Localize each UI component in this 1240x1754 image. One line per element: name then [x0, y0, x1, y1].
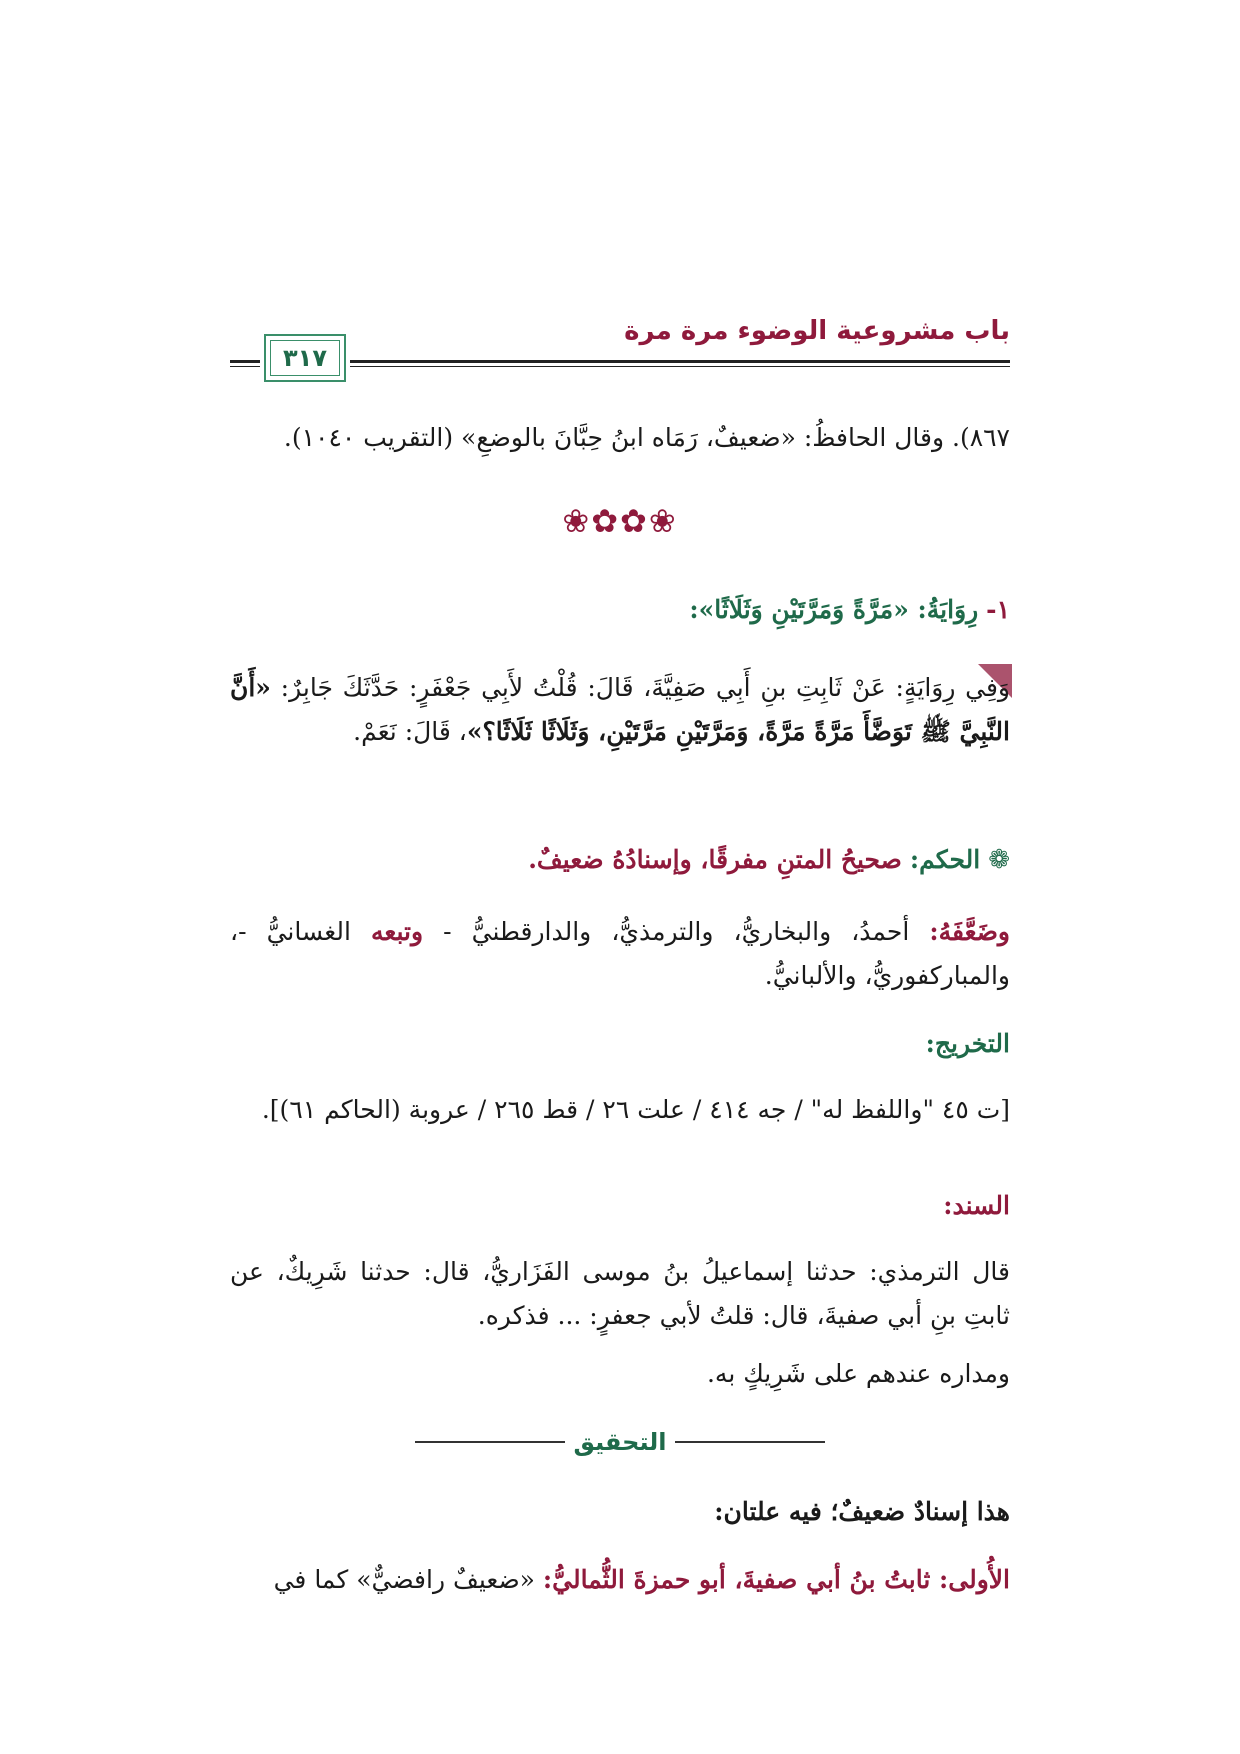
hadith-quote: «أَنَّ النَّبِيَّ ﷺ تَوَضَّأَ مَرَّةً مَرَّةً، وَمَرَّتَيْنِ مَرَّتَيْنِ، وَثَلَاثًا ثَلَاثًا؟»: [230, 673, 1010, 746]
continued-text: ٨٦٧). وقال الحافظُ: «ضعيفٌ، رَمَاه ابنُ حِبَّانَ بالوضعِ» (التقريب ١٠٤٠).: [283, 423, 1010, 452]
weakened-text-2: الغسانيُّ -، والمباركفوريُّ، والألبانيُّ.: [230, 917, 1010, 990]
first-flaw-name: ثابتُ بنُ أبي صفيةَ، أبو حمزةَ الثُّماليُّ:: [542, 1565, 940, 1594]
page-header: [230, 312, 1010, 392]
section-heading: [230, 588, 1010, 632]
isnad-weak: هذا إسنادٌ ضعيفٌ؛ فيه علتان:: [714, 1497, 1010, 1526]
first-flaw-text: «ضعيفٌ رافضيٌّ» كما في: [273, 1565, 543, 1594]
sanad-madar: ومداره عندهم على شَرِيكٍ به.: [706, 1359, 1010, 1388]
first-flaw-label: الأُولى:: [939, 1565, 1010, 1594]
header-rule-bottom: [350, 366, 1010, 367]
header-rule-left-bottom: [230, 366, 260, 367]
ruling-line: [230, 838, 1010, 882]
sanad-heading: [230, 1184, 1010, 1228]
tahqiq-divider: [0, 1428, 1240, 1456]
hadith-text: [230, 666, 1010, 754]
weakened-follow: وتبعه: [371, 917, 424, 946]
sanad-text: قال الترمذي: حدثنا إسماعيلُ بنُ موسى الفَزَاريُّ، قال: حدثنا شَرِيكٌ، عن ثابتِ بنِ أبي صفيةَ، قال: قلتُ لأبي جعفرٍ: ... فذكره.: [230, 1257, 1010, 1330]
header-rule-left-top: [230, 360, 260, 363]
divider-line-left: [415, 1441, 565, 1443]
page-number: ٣١٧: [283, 344, 327, 372]
rosette-icon: ❁: [988, 845, 1010, 875]
takhrij-label: التخريج:: [925, 1029, 1010, 1058]
divider-line-right: [675, 1441, 825, 1443]
ruling-text: صحيحُ المتنِ مفرقًا، وإسنادُهُ ضعيفٌ.: [528, 845, 902, 874]
sanad-label: السند:: [943, 1191, 1010, 1220]
takhrij-text: [ت ٤٥ "واللفظ له" / جه ٤١٤ / علت ٢٦ / قط ٢٦٥ / عروبة (الحاكم ٦١)].: [261, 1095, 1010, 1124]
tahqiq-label: التحقيق: [573, 1428, 667, 1456]
ruling-label: الحكم:: [909, 845, 981, 874]
weakened-text-1: أحمدُ، والبخاريُّ، والترمذيُّ، والدارقطنيُّ -: [423, 917, 930, 946]
hadith-intro: وَفِي رِوَايَةٍ: عَنْ ثَابِتِ بنِ أَبِي صَفِيَّةَ، قَالَ: قُلْتُ لأَبِي جَعْفَرٍ: حَدَّثَكَ جَابِرٌ:: [270, 673, 1010, 702]
first-flaw-line: [230, 1558, 1010, 1602]
weakened-paragraph: [230, 910, 1010, 998]
weakened-label: وضَعَّفَهُ:: [929, 917, 1010, 946]
hadith-end: ، قَالَ: نَعَمْ.: [353, 717, 467, 746]
page-number-frame: [264, 334, 346, 382]
chapter-title: باب مشروعية الوضوء مرة مرة: [624, 316, 1010, 346]
section-title: رِوَايَةُ: «مَرَّةً وَمَرَّتَيْنِ وَثَلَاثًا»:: [689, 595, 979, 624]
takhrij-heading: [230, 1022, 1010, 1066]
flower-ornament-icon: ❀✿✿❀: [562, 502, 678, 540]
isnad-weak-line: [230, 1490, 1010, 1534]
section-number: ١-: [986, 595, 1010, 624]
header-rule-top: [350, 360, 1010, 363]
